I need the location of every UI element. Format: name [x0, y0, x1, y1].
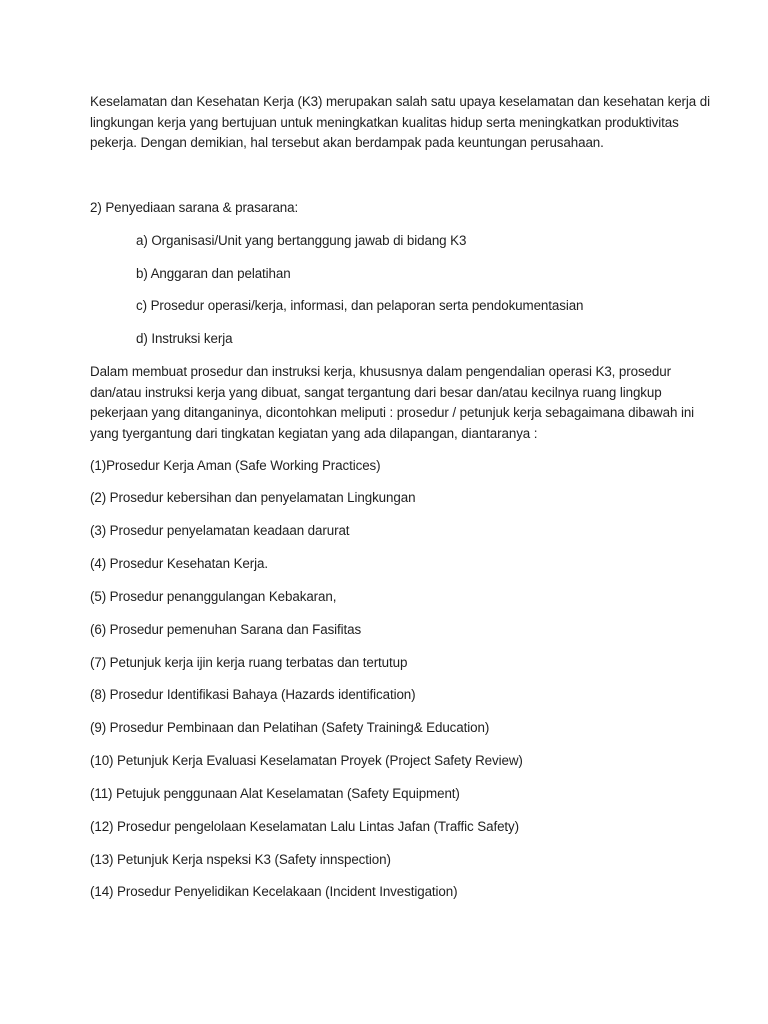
explanation-line: yang tyergantung dari tingkatan kegiatan yang ada dilapangan, diantaranya :	[90, 425, 538, 441]
explanation-line: dan/atau instruksi kerja yang dibuat, sangat tergantung dari besar dan/atau kecilnya ruang lingkup	[90, 384, 662, 400]
procedure-item: (12) Prosedur pengelolaan Keselamatan Lalu Lintas Jafan (Traffic Safety)	[90, 819, 519, 834]
procedure-item: (14) Prosedur Penyelidikan Kecelakaan (Incident Investigation)	[90, 884, 458, 899]
explanation-line: Dalam membuat prosedur dan instruksi kerja, khususnya dalam pengendalian operasi K3, prosedur	[90, 364, 671, 379]
explanation-line: pekerjaan yang ditanganinya, dicontohkan meliputi : prosedur / petunjuk kerja sebagaimana dibawah ini	[90, 405, 695, 420]
procedure-item: (2) Prosedur kebersihan dan penyelamatan Lingkungan	[90, 490, 416, 505]
explanation-paragraph	[90, 362, 695, 444]
procedure-item: (4) Prosedur Kesehatan Kerja.	[90, 556, 268, 571]
intro-line: lingkungan kerja yang bertujuan untuk meningkatkan kualitas hidup serta meningkatkan produktivitas	[90, 114, 679, 130]
procedure-item: (10) Petunjuk Kerja Evaluasi Keselamatan Proyek (Project Safety Review)	[90, 753, 523, 768]
procedure-item: (13) Petunjuk Kerja nspeksi K3 (Safety innspection)	[90, 852, 391, 867]
procedure-item: (3) Prosedur penyelamatan keadaan darurat	[90, 523, 350, 538]
procedure-item: (8) Prosedur Identifikasi Bahaya (Hazards identification)	[90, 687, 416, 702]
procedure-item: (11) Petujuk penggunaan Alat Keselamatan (Safety Equipment)	[90, 786, 460, 801]
procedure-item: (9) Prosedur Pembinaan dan Pelatihan (Safety Training& Education)	[90, 720, 490, 735]
sub-item: d) Instruksi kerja	[136, 331, 233, 346]
procedure-item: (5) Prosedur penanggulangan Kebakaran,	[90, 589, 337, 604]
procedure-item: (1)Prosedur Kerja Aman (Safe Working Practices)	[90, 458, 381, 473]
intro-line: Keselamatan dan Kesehatan Kerja (K3) merupakan salah satu upaya keselamatan dan kesehatan kerja di	[90, 94, 710, 109]
sub-item: b) Anggaran dan pelatihan	[136, 266, 291, 281]
procedure-item: (7) Petunjuk kerja ijin kerja ruang terbatas dan tertutup	[90, 655, 408, 670]
section-heading: 2) Penyediaan sarana & prasarana:	[90, 200, 299, 215]
procedure-item: (6) Prosedur pemenuhan Sarana dan Fasifitas	[90, 622, 362, 637]
sub-item: a) Organisasi/Unit yang bertanggung jawab di bidang K3	[136, 233, 467, 248]
intro-paragraph	[90, 92, 710, 154]
sub-item: c) Prosedur operasi/kerja, informasi, dan pelaporan serta pendokumentasian	[136, 298, 584, 313]
intro-line: pekerja. Dengan demikian, hal tersebut akan berdampak pada keuntungan perusahaan.	[90, 135, 604, 150]
